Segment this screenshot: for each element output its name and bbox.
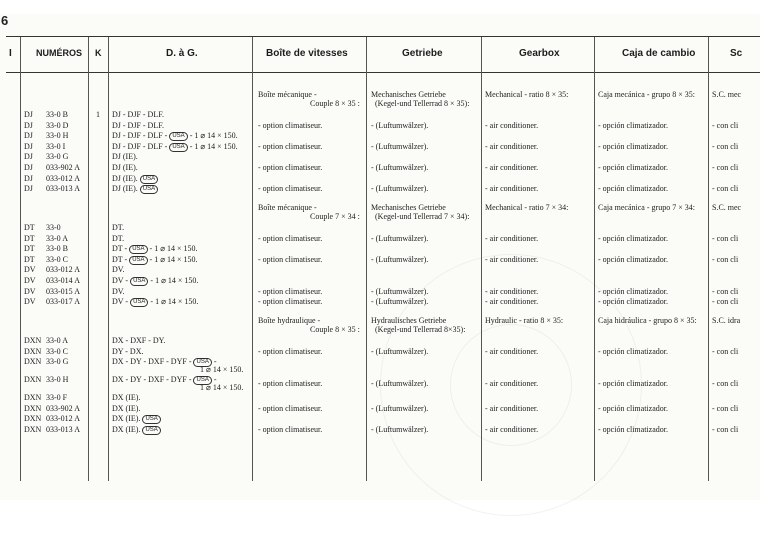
model-prefix: DT — [24, 233, 35, 243]
part-number — [24, 404, 80, 413]
group-head-caja: Caja mecánica - grupo 7 × 34: — [598, 203, 695, 212]
usa-stamp-icon: USA — [169, 132, 187, 141]
group-head-boite-line: Boîte mécanique - — [258, 90, 317, 99]
dag-models: DY - DX. — [112, 346, 144, 356]
part-number — [24, 234, 68, 243]
option-boite: - option climatiseur. — [258, 233, 323, 243]
part-code: 33-0 D — [46, 120, 69, 130]
option-getriebe: - (Luftumwälzer). — [371, 120, 429, 130]
column-divider — [88, 37, 89, 481]
part-code: 033-017 A — [46, 297, 80, 307]
model-prefix: DJ — [24, 131, 33, 141]
part-code: 033-012 A — [46, 414, 80, 424]
dag-models: DJ - DJF - DLF. — [112, 120, 165, 130]
option-sc: - con cli — [712, 297, 739, 307]
option-sc: - con cli — [712, 346, 739, 356]
column-divider — [252, 37, 253, 481]
header-k: K — [95, 48, 102, 58]
dag-models: DJ - DJF - DLF. — [112, 110, 165, 119]
option-boite: - option climatiseur. — [258, 425, 323, 434]
group-head-boite-line: Couple 7 × 34 : — [310, 212, 360, 221]
group-head-getriebe-line: (Kegel-und Tellerrad 8 × 35): — [375, 99, 470, 108]
option-boite: - option climatiseur. — [258, 163, 323, 172]
dag-models: DV - USA - 1 ⌀ 14 × 150. — [112, 276, 199, 285]
header-boite-de-vitesses: Boîte de vitesses — [266, 48, 348, 59]
group-head-sc: S.C. mec — [712, 203, 742, 212]
option-caja: - opción climatizador. — [598, 120, 668, 130]
part-number — [24, 152, 68, 161]
usa-stamp-icon: USA — [129, 256, 147, 265]
option-boite: - option climatiseur. — [258, 286, 323, 296]
dag-models: 1 ⌀ 14 × 150. — [200, 365, 244, 375]
model-prefix: DXN — [24, 357, 42, 367]
model-prefix: DT — [24, 244, 35, 254]
header-numeros: NUMÉROS — [36, 48, 83, 58]
group-head-getriebe-line: (Kegel-und Tellerrad 7 × 34): — [375, 212, 470, 221]
option-sc: - con cli — [712, 379, 739, 389]
header-index-mark: I — [9, 48, 12, 59]
option-gearbox: - air conditioner. — [485, 346, 539, 356]
option-boite: - option climatiseur. — [258, 379, 323, 389]
group-head-getriebe-line: (Kegel-und Tellerrad 8×35): — [375, 325, 466, 334]
option-sc: - con cli — [712, 184, 739, 194]
option-boite: - option climatiseur. — [258, 184, 323, 194]
dag-models: DX (IE). — [112, 403, 141, 413]
part-code: 033-015 A — [46, 286, 80, 296]
part-code: 33-0 F — [46, 393, 68, 403]
usa-stamp-icon: USA — [142, 415, 160, 424]
part-number — [24, 347, 68, 356]
model-prefix: DV — [24, 286, 36, 296]
part-code: 33-0 G — [46, 357, 69, 367]
option-getriebe: - (Luftumwälzer). — [371, 403, 429, 413]
dag-models: DJ - DJF - DLF - USA - 1 ⌀ 14 × 150. — [112, 131, 238, 141]
dag-models: DT. — [112, 233, 125, 243]
model-prefix: DXN — [24, 414, 42, 424]
option-sc: - con cli — [712, 254, 739, 264]
model-prefix: DJ — [24, 184, 33, 194]
part-number — [24, 357, 68, 366]
option-boite: - option climatiseur. — [258, 254, 323, 264]
option-getriebe: - (Luftumwälzer). — [371, 163, 429, 172]
option-getriebe: - (Luftumwälzer). — [371, 286, 429, 296]
dag-models: DJ (IE). USA — [112, 184, 158, 194]
part-number — [24, 375, 68, 384]
option-gearbox: - air conditioner. — [485, 425, 539, 434]
option-caja: - opción climatizador. — [598, 297, 668, 307]
option-caja: - opción climatizador. — [598, 254, 668, 264]
model-prefix: DT — [24, 254, 35, 264]
usa-stamp-icon: USA — [130, 298, 148, 307]
option-sc: - con cli — [712, 425, 739, 434]
option-caja: - opción climatizador. — [598, 233, 668, 243]
model-prefix: DJ — [24, 141, 33, 151]
option-sc: - con cli — [712, 120, 739, 130]
group-head-caja: Caja mecánica - grupo 8 × 35: — [598, 90, 695, 99]
part-number — [24, 255, 68, 264]
dag-models: DT. — [112, 223, 125, 232]
group-head-boite-line: Boîte hydraulique - — [258, 316, 321, 325]
option-caja: - opción climatizador. — [598, 163, 668, 172]
dag-models: DX (IE). — [112, 393, 141, 403]
model-prefix: DV — [24, 276, 36, 285]
model-prefix: DXN — [24, 393, 42, 403]
option-boite: - option climatiseur. — [258, 297, 323, 307]
part-number — [24, 121, 68, 130]
usa-stamp-icon: USA — [140, 185, 158, 194]
column-divider — [366, 37, 367, 481]
group-head-boite-line: Couple 8 × 35 : — [310, 99, 360, 108]
group-head-boite-line: Couple 8 × 35 : — [310, 325, 360, 334]
usa-stamp-icon: USA — [193, 358, 211, 367]
option-boite: - option climatiseur. — [258, 403, 323, 413]
option-gearbox: - air conditioner. — [485, 184, 539, 194]
usa-stamp-icon: USA — [193, 376, 211, 385]
part-number — [24, 336, 68, 345]
group-head-boite-line: Boîte mécanique - — [258, 203, 317, 212]
header-getriebe: Getriebe — [402, 48, 443, 59]
dag-models: DX (IE). USA — [112, 414, 161, 424]
option-sc: - con cli — [712, 286, 739, 296]
dag-models: DJ (IE). — [112, 152, 138, 162]
dag-models: DV - USA - 1 ⌀ 14 × 150. — [112, 297, 199, 307]
option-sc: - con cli — [712, 163, 739, 172]
option-gearbox: - air conditioner. — [485, 297, 539, 307]
header-sc: Sc — [730, 48, 743, 59]
option-getriebe: - (Luftumwälzer). — [371, 184, 429, 194]
part-number — [24, 425, 80, 434]
option-getriebe: - (Luftumwälzer). — [371, 425, 429, 434]
group-head-caja: Caja hidráulica - grupo 8 × 35: — [598, 316, 697, 325]
option-gearbox: - air conditioner. — [485, 403, 539, 413]
column-divider — [594, 37, 595, 481]
option-gearbox: - air conditioner. — [485, 286, 539, 296]
option-boite: - option climatiseur. — [258, 120, 323, 130]
part-code: 33-0 — [46, 223, 61, 232]
model-prefix: DXN — [24, 346, 42, 356]
column-divider — [481, 37, 482, 481]
model-prefix: DJ — [24, 110, 33, 119]
part-code: 33-0 B — [46, 110, 68, 119]
model-prefix: DJ — [24, 173, 33, 183]
option-getriebe: - (Luftumwälzer). — [371, 141, 429, 151]
part-number — [24, 131, 68, 140]
option-sc: - con cli — [712, 141, 739, 151]
part-number — [24, 244, 68, 253]
column-divider — [108, 37, 109, 481]
part-code: 33-0 A — [46, 233, 68, 243]
part-code: 33-0 G — [46, 152, 69, 162]
model-prefix: DXN — [24, 375, 42, 385]
option-getriebe: - (Luftumwälzer). — [371, 297, 429, 307]
group-head-getriebe-line: Mechanisches Getriebe — [371, 90, 446, 99]
model-prefix: DV — [24, 297, 36, 307]
part-number — [24, 184, 80, 193]
part-number — [24, 297, 80, 306]
part-code: 033-902 A — [46, 163, 80, 172]
column-divider — [20, 37, 21, 481]
option-caja: - opción climatizador. — [598, 346, 668, 356]
part-number — [24, 110, 68, 119]
group-head-gearbox: Mechanical - ratio 8 × 35: — [485, 90, 569, 99]
dag-models: DX (IE). USA — [112, 425, 161, 435]
option-caja: - opción climatizador. — [598, 141, 668, 151]
group-head-gearbox: Mechanical - ratio 7 × 34: — [485, 203, 569, 212]
dag-models: 1 ⌀ 14 × 150. — [200, 383, 244, 393]
dag-models: DJ (IE). USA — [112, 174, 158, 184]
option-gearbox: - air conditioner. — [485, 254, 539, 264]
model-prefix: DXN — [24, 403, 42, 413]
group-head-sc: S.C. idra — [712, 316, 741, 325]
group-head-getriebe-line: Mechanisches Getriebe — [371, 203, 446, 212]
dag-models: DX - DXF - DY. — [112, 336, 166, 345]
part-number — [24, 223, 61, 232]
model-prefix: DJ — [24, 152, 33, 162]
option-caja: - opción climatizador. — [598, 286, 668, 296]
page-number: 6 — [1, 13, 9, 28]
table-top-rule — [6, 36, 760, 37]
dag-models: DT - USA - 1 ⌀ 14 × 150. — [112, 254, 198, 264]
part-code: 33-0 H — [46, 131, 69, 141]
header-dag: D. à G. — [166, 48, 198, 59]
header-bottom-rule — [6, 72, 760, 73]
model-prefix: DJ — [24, 120, 33, 130]
option-boite: - option climatiseur. — [258, 346, 323, 356]
option-getriebe: - (Luftumwälzer). — [371, 346, 429, 356]
group-head-gearbox: Hydraulic - ratio 8 × 35: — [485, 316, 564, 325]
usa-stamp-icon: USA — [169, 143, 187, 152]
header-caja-de-cambio: Caja de cambio — [622, 48, 696, 59]
part-number — [24, 287, 80, 296]
part-code: 033-013 A — [46, 425, 80, 434]
dag-models: DX - DY - DXF - DYF - USA - — [112, 375, 217, 385]
part-code: 33-0 C — [46, 346, 68, 356]
option-gearbox: - air conditioner. — [485, 163, 539, 172]
option-gearbox: - air conditioner. — [485, 379, 539, 389]
part-number — [24, 174, 80, 183]
part-code: 033-012 A — [46, 173, 80, 183]
part-code: 033-902 A — [46, 403, 80, 413]
model-prefix: DJ — [24, 163, 33, 172]
part-number — [24, 163, 80, 172]
option-caja: - opción climatizador. — [598, 403, 668, 413]
part-number — [24, 276, 80, 285]
option-gearbox: - air conditioner. — [485, 141, 539, 151]
dag-models: DX - DY - DXF - DYF - USA - — [112, 357, 217, 367]
dag-models: DJ (IE). — [112, 163, 138, 172]
option-caja: - opción climatizador. — [598, 425, 668, 434]
usa-stamp-icon: USA — [129, 245, 147, 254]
option-caja: - opción climatizador. — [598, 379, 668, 389]
option-caja: - opción climatizador. — [598, 184, 668, 194]
part-number — [24, 265, 80, 274]
dag-models: DT - USA - 1 ⌀ 14 × 150. — [112, 244, 198, 254]
option-sc: - con cli — [712, 403, 739, 413]
column-divider — [708, 37, 709, 481]
group-head-sc: S.C. mec — [712, 90, 742, 99]
header-gearbox: Gearbox — [519, 48, 560, 59]
part-code: 033-014 A — [46, 276, 80, 285]
part-code: 33-0 C — [46, 254, 68, 264]
option-boite: - option climatiseur. — [258, 141, 323, 151]
part-code: 33-0 I — [46, 141, 66, 151]
option-getriebe: - (Luftumwälzer). — [371, 379, 429, 389]
part-code: 33-0 H — [46, 375, 69, 385]
part-code: 033-013 A — [46, 184, 80, 194]
part-number — [24, 142, 65, 151]
usa-stamp-icon: USA — [140, 175, 158, 184]
model-prefix: DXN — [24, 425, 42, 434]
option-getriebe: - (Luftumwälzer). — [371, 254, 429, 264]
dag-models: DJ - DJF - DLF - USA - 1 ⌀ 14 × 150. — [112, 141, 238, 151]
part-number — [24, 393, 67, 402]
model-prefix: DT — [24, 223, 35, 232]
model-prefix: DV — [24, 265, 36, 275]
k-value: 1 — [96, 110, 100, 119]
part-code: 33-0 B — [46, 244, 68, 254]
option-gearbox: - air conditioner. — [485, 120, 539, 130]
part-code: 33-0 A — [46, 336, 68, 345]
part-code: 033-012 A — [46, 265, 80, 275]
option-sc: - con cli — [712, 233, 739, 243]
option-getriebe: - (Luftumwälzer). — [371, 233, 429, 243]
option-gearbox: - air conditioner. — [485, 233, 539, 243]
part-number — [24, 414, 80, 423]
usa-stamp-icon: USA — [142, 426, 160, 435]
dag-models: DV. — [112, 286, 125, 296]
usa-stamp-icon: USA — [130, 277, 148, 286]
model-prefix: DXN — [24, 336, 42, 345]
dag-models: DV. — [112, 265, 125, 275]
group-head-getriebe-line: Hydraulisches Getriebe — [371, 316, 447, 325]
